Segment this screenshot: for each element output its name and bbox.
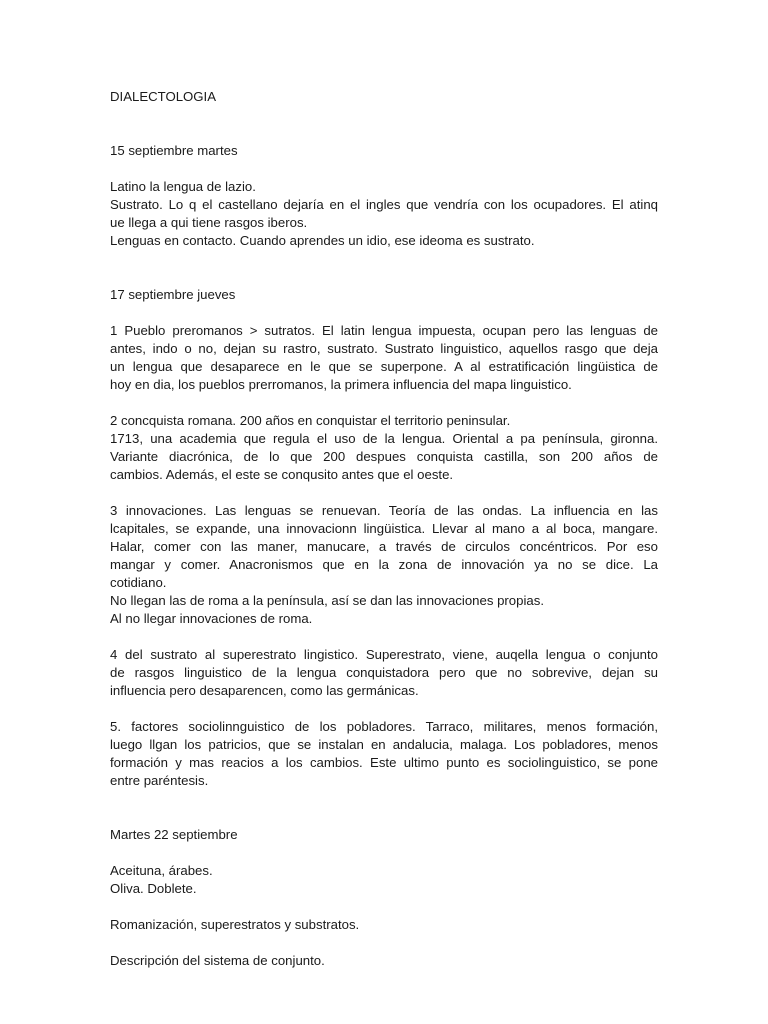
document-title: DIALECTOLOGIA (110, 89, 217, 104)
text-line: Variante diacrónica, de lo que 200 despues conquista castilla, son 200 años de (110, 449, 658, 464)
text-line: Al no llegar innovaciones de roma. (110, 611, 313, 626)
text-line: lcapitales, se expande, una innovacionn lingüistica. Llevar al mano a al boca, mangare. (110, 521, 658, 536)
section-spacer (110, 106, 658, 142)
text-line: 3 innovaciones. Las lenguas se renuevan. Teoría de las ondas. La influencia en las (110, 503, 658, 518)
paragraph (110, 178, 658, 250)
text-line: cotidiano. (110, 575, 167, 590)
text-line: influencia pero desaparencen, como las germánicas. (110, 683, 419, 698)
section-heading: Martes 22 septiembre (110, 827, 238, 842)
text-line: 1 Pueblo preromanos > sutratos. El latin lengua impuesta, ocupan pero las lenguas de (110, 323, 658, 338)
paragraph (110, 502, 658, 628)
text-line: Romanización, superestratos y substratos. (110, 917, 360, 932)
text-line: 5. factores sociolinnguistico de los pobladores. Tarraco, militares, menos formación, (110, 719, 658, 734)
text-line: Lenguas en contacto. Cuando aprendes un idio, ese ideoma es sustrato. (110, 233, 535, 248)
section-heading: 15 septiembre martes (110, 143, 238, 158)
text-line: Descripción del sistema de conjunto. (110, 953, 325, 968)
text-line: luego llgan los patricios, que se instalan en andalucia, malaga. Los pobladores, menos (110, 737, 658, 752)
paragraph-spacer (110, 160, 658, 178)
text-line: de rasgos linguistico de la lengua conquistadora pero que no sobrevive, dejan su (110, 665, 658, 680)
text-line: No llegan las de roma a la península, así se dan las innovaciones propias. (110, 593, 544, 608)
paragraph-spacer (110, 394, 658, 412)
paragraph (110, 862, 658, 898)
paragraph-spacer (110, 934, 658, 952)
paragraph (110, 646, 658, 700)
text-line: Aceituna, árabes. (110, 863, 213, 878)
text-line: Sustrato. Lo q el castellano dejaría en el ingles que vendría con los ocupadores. El atinq (110, 197, 658, 212)
text-line: ue llega a qui tiene rasgos iberos. (110, 215, 308, 230)
paragraph-spacer (110, 898, 658, 916)
text-line: formación y mas reacios a los cambios. Este ultimo punto es sociolinguistico, se pone (110, 755, 658, 770)
text-line: cambios. Además, el este se conqusito antes que el oeste. (110, 467, 454, 482)
text-line: 4 del sustrato al superestrato lingistico. Superestrato, viene, auqella lengua o conjunto (110, 647, 658, 662)
document-body (110, 106, 658, 970)
text-line: mangar y comer. Anacronismos que en la zona de innovación ya no se dice. La (110, 557, 658, 572)
section-spacer (110, 250, 658, 286)
text-line: Oliva. Doblete. (110, 881, 197, 896)
paragraph-spacer (110, 844, 658, 862)
paragraph-spacer (110, 484, 658, 502)
text-line: 2 concquista romana. 200 años en conquistar el territorio peninsular. (110, 413, 511, 428)
text-line: Halar, comer con las maner, manucare, a través de circulos concéntricos. Por eso (110, 539, 658, 554)
paragraph (110, 916, 658, 934)
text-line: Latino la lengua de lazio. (110, 179, 256, 194)
paragraph-spacer (110, 628, 658, 646)
paragraph (110, 952, 658, 970)
text-line: entre paréntesis. (110, 773, 209, 788)
text-line: hoy en dia, los pueblos prerromanos, la primera influencia del mapa linguistico. (110, 377, 572, 392)
text-line: 1713, una academia que regula el uso de la lengua. Oriental a pa península, gironna. (110, 431, 658, 446)
paragraph (110, 718, 658, 790)
paragraph (110, 322, 658, 394)
paragraph (110, 412, 658, 484)
section-spacer (110, 790, 658, 826)
text-line: antes, indo o no, dejan su rastro, sustrato. Sustrato linguistico, aquellos rasgo que deja (110, 341, 658, 356)
document-page (110, 88, 658, 970)
paragraph-spacer (110, 700, 658, 718)
section-heading: 17 septiembre jueves (110, 287, 236, 302)
paragraph-spacer (110, 304, 658, 322)
text-line: un lengua que desaparece en le que se superpone. A al estratificación lingüistica de (110, 359, 658, 374)
